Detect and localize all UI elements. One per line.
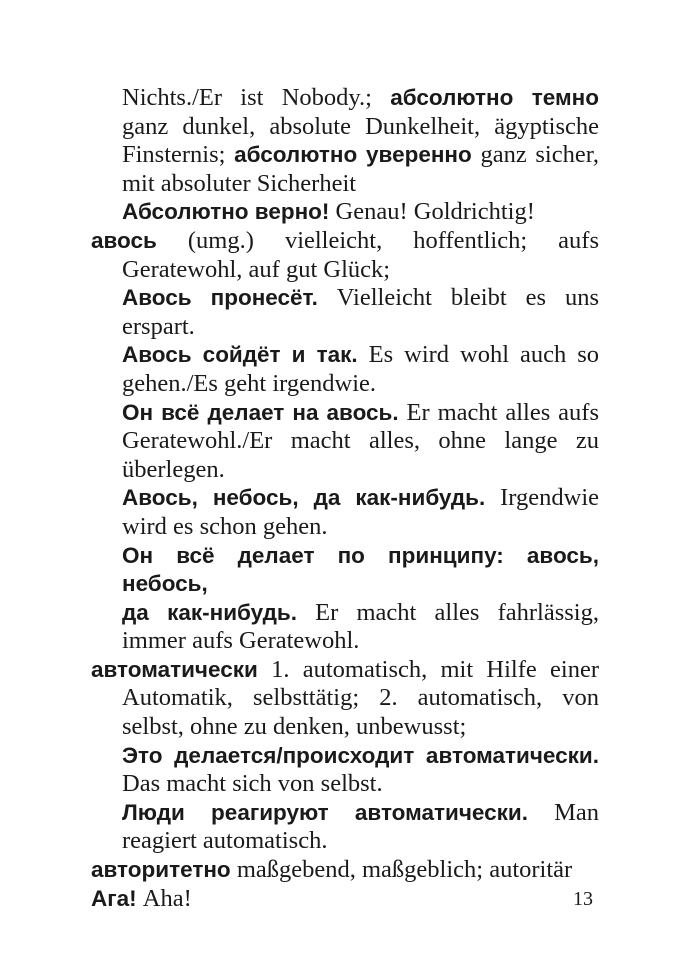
translation-text: Geratewohl, auf gut Glück; (122, 255, 391, 283)
translation-text: Es wird wohl auch so (357, 341, 599, 369)
text-line (122, 427, 599, 456)
text-line (91, 656, 599, 685)
text-line (122, 198, 599, 227)
translation-text: Aha! (136, 884, 192, 912)
bold-term: авось (91, 227, 157, 253)
bold-term: Люди реагируют автоматически. (122, 799, 528, 825)
text-line (122, 170, 599, 199)
bold-term: Он всё делает на авось. (122, 399, 399, 425)
translation-text: (umg.) vielleicht, hoffentlich; aufs (156, 226, 599, 254)
bold-term: да как-нибудь. (122, 599, 297, 625)
text-line (91, 856, 599, 885)
phrase-entry (91, 484, 599, 541)
translation-text: Er macht alles fahrlässig, (296, 598, 599, 626)
text-line (122, 513, 599, 542)
text-line (122, 713, 599, 742)
text-line (122, 484, 599, 513)
translation-text: ganz sicher, (471, 141, 599, 169)
text-line (122, 456, 599, 485)
bold-term: абсолютно темно (390, 85, 599, 110)
bold-term: Авось пронесёт. (122, 285, 318, 311)
translation-text: 1. automatisch, mit Hilfe einer (257, 655, 599, 683)
text-line (122, 370, 599, 399)
translation-text: Nichts./Er ist Nobody.; (122, 84, 391, 111)
text-line (122, 827, 599, 856)
translation-text: Finsternis; (122, 141, 235, 169)
translation-text: Vielleicht bleibt es uns (317, 284, 599, 312)
text-line (122, 627, 599, 656)
text-line (122, 113, 599, 142)
text-line (122, 84, 599, 113)
headword-entry (91, 856, 599, 885)
phrase-entry (91, 284, 599, 341)
headword-entry (91, 656, 599, 742)
bold-term: Он всё делает по принципу: авось, небось, (122, 542, 599, 597)
translation-text: Geratewohl./Er macht alles, ohne lange zu (122, 427, 599, 455)
text-line (122, 599, 599, 628)
text-line (91, 227, 599, 256)
text-line (122, 770, 599, 799)
headword-entry (91, 885, 599, 914)
text-line (122, 399, 599, 428)
translation-text: Er macht alles aufs (398, 398, 599, 426)
bold-term: Ага! (91, 885, 137, 911)
text-line (122, 684, 599, 713)
bold-term: Авось, небось, да как-нибудь. (122, 485, 486, 511)
phrase-entry (91, 542, 599, 656)
bold-term: Абсолютно верно! (122, 199, 330, 225)
translation-text: überlegen. (122, 455, 225, 483)
text-line (122, 542, 599, 599)
translation-text: maßgebend, maßgeblich; autoritär (230, 856, 573, 884)
translation-text: selbst, ohne zu denken, unbewusst; (122, 713, 467, 741)
translation-text: Man (527, 798, 599, 826)
translation-text: Automatik, selbsttätig; 2. automatisch, von (122, 684, 599, 712)
bold-term: Авось сойдёт и так. (122, 342, 358, 368)
translation-text: Irgendwie (485, 484, 599, 512)
headword-entry (91, 227, 599, 284)
text-line (122, 256, 599, 285)
translation-text: immer aufs Geratewohl. (122, 627, 360, 655)
text-line (122, 313, 599, 342)
text-line (122, 799, 599, 828)
text-line (122, 284, 599, 313)
translation-text: erspart. (122, 312, 195, 340)
phrase-entry (91, 742, 599, 799)
text-line (122, 341, 599, 370)
translation-text: Das macht sich von selbst. (122, 770, 383, 798)
entry-continuation (91, 84, 599, 198)
translation-text: reagiert automatisch. (122, 827, 328, 855)
translation-text: gehen./Es geht irgendwie. (122, 369, 377, 397)
phrase-entry (91, 399, 599, 485)
translation-text: ganz dunkel, absolute Dunkelheit, ägyptische (122, 112, 599, 140)
dictionary-text (91, 84, 599, 913)
text-line (122, 141, 599, 170)
bold-term: авторитетно (91, 857, 231, 883)
bold-term: Это делается/происходит автоматически. (122, 742, 599, 768)
phrase-entry (91, 799, 599, 856)
translation-text: mit absoluter Sicherheit (122, 169, 357, 197)
phrase-entry (91, 341, 599, 398)
translation-text: wird es schon gehen. (122, 512, 328, 540)
bold-term: автоматически (91, 656, 258, 682)
text-line (122, 742, 599, 771)
bold-term: абсолютно уверенно (234, 142, 472, 168)
text-line (91, 885, 599, 914)
phrase-entry (91, 198, 599, 227)
page-number: 13 (573, 888, 593, 910)
translation-text: Genau! Goldrichtig! (329, 198, 535, 226)
